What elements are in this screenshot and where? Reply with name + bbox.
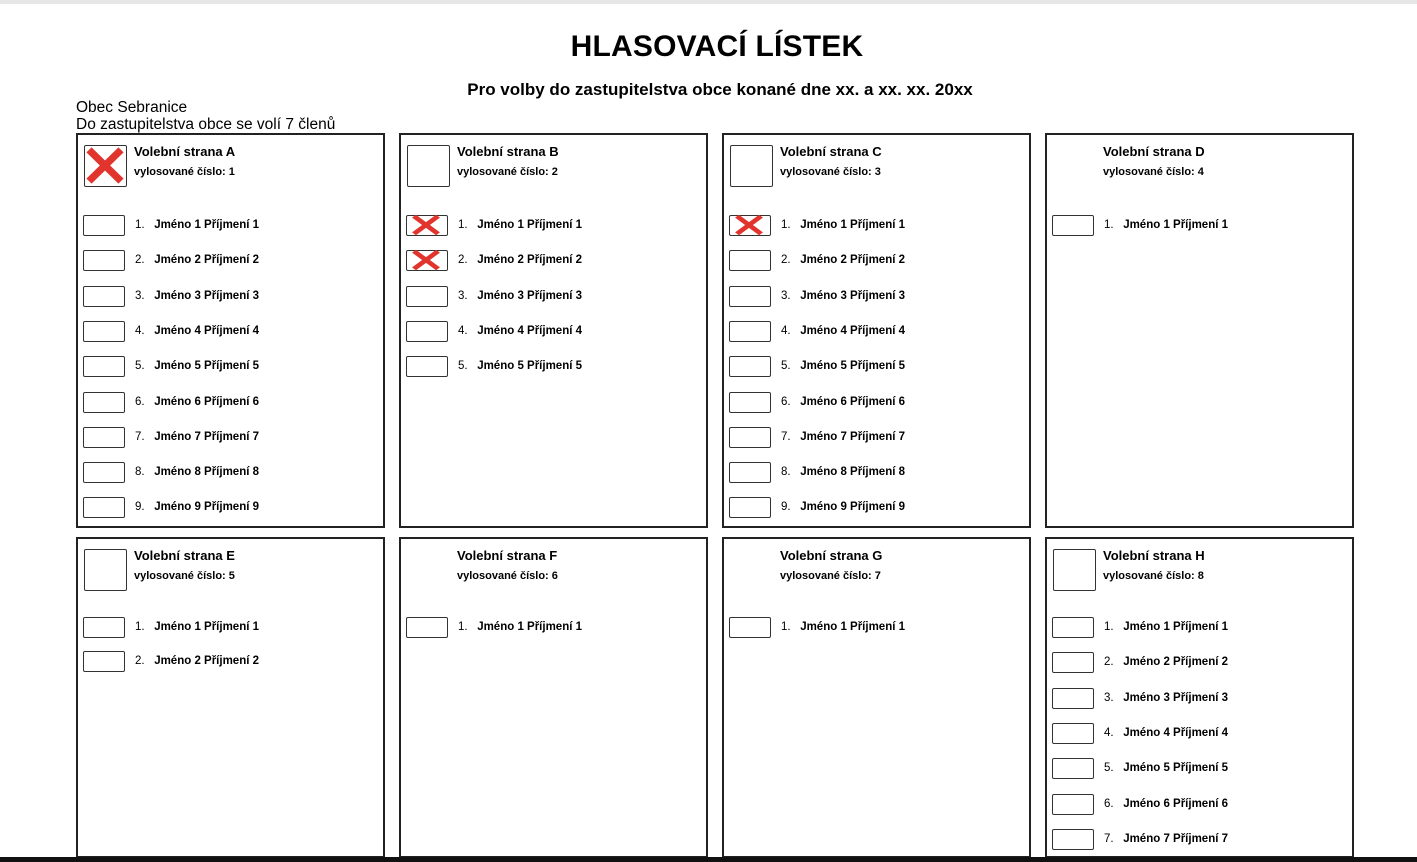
candidate-name: Jméno 6 Příjmení 6	[1123, 797, 1229, 810]
candidate-name: Jméno 5 Příjmení 5	[477, 360, 583, 373]
candidate-number: 6.	[135, 395, 145, 408]
candidate-checkbox[interactable]	[83, 427, 125, 448]
candidate-label	[458, 290, 582, 302]
bottom-border	[0, 857, 1417, 862]
candidate-label	[135, 290, 259, 302]
party-checkbox[interactable]	[407, 145, 450, 187]
candidate-number: 2.	[1104, 656, 1114, 669]
candidate-row[interactable]	[83, 250, 373, 272]
candidate-number: 4.	[781, 324, 791, 337]
party-drawn-number: vylosované číslo: 6	[457, 570, 558, 582]
candidate-number: 6.	[1104, 797, 1114, 810]
candidate-row[interactable]	[729, 392, 1019, 414]
candidate-name: Jméno 3 Příjmení 3	[154, 289, 260, 302]
party-panel-a	[76, 133, 385, 528]
candidate-name: Jméno 4 Příjmení 4	[477, 324, 583, 337]
party-name: Volební strana G	[780, 548, 883, 563]
candidate-row[interactable]	[83, 356, 373, 378]
candidate-checkbox[interactable]	[83, 497, 125, 518]
party-checkbox[interactable]	[1053, 549, 1096, 591]
party-drawn-number: vylosované číslo: 8	[1103, 570, 1204, 582]
candidate-label	[135, 254, 259, 266]
candidate-checkbox[interactable]	[729, 462, 771, 483]
candidate-label	[135, 501, 259, 513]
candidate-number: 8.	[135, 466, 145, 479]
candidate-row[interactable]	[406, 321, 696, 343]
candidate-row[interactable]	[83, 286, 373, 308]
candidate-row[interactable]	[729, 617, 1019, 639]
candidate-label	[781, 396, 905, 408]
candidate-row[interactable]	[83, 497, 373, 519]
candidate-checkbox[interactable]	[83, 215, 125, 236]
candidate-name: Jméno 4 Příjmení 4	[154, 324, 260, 337]
candidate-row[interactable]	[83, 321, 373, 343]
candidate-number: 1.	[781, 219, 791, 231]
candidate-checkbox[interactable]	[729, 497, 771, 518]
candidate-checkbox[interactable]	[1052, 215, 1094, 236]
candidate-row[interactable]	[1052, 794, 1342, 816]
candidate-name: Jméno 9 Příjmení 9	[154, 501, 260, 514]
candidate-row[interactable]	[406, 286, 696, 308]
candidate-checkbox[interactable]	[83, 321, 125, 342]
party-name: Volební strana D	[1103, 144, 1205, 159]
candidate-name: Jméno 2 Příjmení 2	[154, 254, 260, 267]
party-panel-h	[1045, 537, 1354, 858]
party-checkbox[interactable]	[84, 549, 127, 591]
party-drawn-number: vylosované číslo: 7	[780, 570, 881, 582]
candidate-label	[781, 219, 905, 231]
candidate-row[interactable]	[729, 215, 1019, 237]
candidate-number: 8.	[781, 466, 791, 479]
candidate-checkbox[interactable]	[83, 356, 125, 377]
candidate-name: Jméno 5 Příjmení 5	[800, 360, 906, 373]
candidate-label	[135, 325, 259, 337]
candidate-number: 2.	[135, 655, 145, 667]
candidate-row[interactable]	[729, 250, 1019, 272]
candidate-row[interactable]	[1052, 652, 1342, 674]
candidate-number: 3.	[458, 289, 468, 302]
candidate-number: 1.	[1104, 219, 1114, 231]
party-name: Volební strana A	[134, 144, 236, 159]
candidate-checkbox[interactable]	[83, 286, 125, 307]
candidate-number: 7.	[1104, 832, 1114, 845]
candidate-label	[1104, 656, 1228, 668]
candidate-name: Jméno 1 Příjmení 1	[154, 219, 260, 231]
candidate-checkbox[interactable]	[406, 356, 448, 377]
candidate-name: Jméno 1 Příjmení 1	[800, 219, 906, 231]
candidate-row[interactable]	[729, 286, 1019, 308]
candidate-checkbox[interactable]	[729, 356, 771, 377]
candidate-name: Jméno 8 Příjmení 8	[800, 466, 906, 479]
candidate-name: Jméno 5 Příjmení 5	[1123, 762, 1229, 775]
candidate-label	[135, 621, 259, 633]
candidate-row[interactable]	[1052, 829, 1342, 851]
candidate-label	[135, 360, 259, 372]
candidate-checkbox[interactable]	[406, 215, 448, 236]
candidate-label	[1104, 833, 1228, 845]
candidate-row[interactable]	[83, 462, 373, 484]
candidate-label	[135, 396, 259, 408]
candidate-name: Jméno 7 Příjmení 7	[800, 430, 906, 443]
candidate-label	[781, 325, 905, 337]
candidate-name: Jméno 5 Příjmení 5	[154, 360, 260, 373]
party-name: Volební strana H	[1103, 548, 1205, 563]
candidate-number: 5.	[458, 360, 468, 373]
candidate-name: Jméno 3 Příjmení 3	[477, 289, 583, 302]
candidate-checkbox[interactable]	[729, 250, 771, 271]
candidate-label	[458, 254, 582, 266]
party-drawn-number: vylosované číslo: 5	[134, 570, 235, 582]
municipality-name: Obec Sebranice	[76, 99, 188, 116]
candidate-name: Jméno 7 Příjmení 7	[1123, 832, 1229, 845]
candidate-name: Jméno 4 Příjmení 4	[1123, 726, 1229, 739]
top-border	[0, 0, 1417, 4]
candidate-row[interactable]	[83, 617, 373, 639]
candidate-checkbox[interactable]	[406, 286, 448, 307]
candidate-checkbox[interactable]	[729, 427, 771, 448]
candidate-number: 2.	[781, 254, 791, 267]
party-panel-g	[722, 537, 1031, 858]
candidate-number: 1.	[458, 219, 468, 231]
candidate-checkbox[interactable]	[1052, 829, 1094, 850]
candidate-label	[1104, 727, 1228, 739]
party-drawn-number: vylosované číslo: 1	[134, 166, 235, 178]
candidate-checkbox[interactable]	[1052, 758, 1094, 779]
candidate-label	[781, 466, 905, 478]
candidate-number: 1.	[458, 621, 468, 633]
candidate-label	[781, 501, 905, 513]
party-panel-d	[1045, 133, 1354, 528]
candidate-checkbox[interactable]	[729, 392, 771, 413]
candidate-name: Jméno 1 Příjmení 1	[477, 219, 583, 231]
candidate-name: Jméno 2 Příjmení 2	[1123, 656, 1229, 669]
candidate-label	[781, 290, 905, 302]
candidate-label	[781, 621, 905, 633]
candidate-number: 4.	[458, 324, 468, 337]
seats-note: Do zastupitelstva obce se volí 7 členů	[76, 116, 336, 133]
candidate-name: Jméno 1 Příjmení 1	[154, 621, 260, 633]
candidate-number: 4.	[135, 324, 145, 337]
party-checkbox[interactable]	[730, 145, 773, 187]
candidate-row[interactable]	[83, 215, 373, 237]
candidate-label	[458, 325, 582, 337]
candidate-label	[135, 219, 259, 231]
candidate-name: Jméno 3 Příjmení 3	[1123, 691, 1229, 704]
candidate-number: 3.	[1104, 691, 1114, 704]
candidate-checkbox[interactable]	[406, 250, 448, 271]
candidate-name: Jméno 6 Příjmení 6	[154, 395, 260, 408]
candidate-label	[1104, 798, 1228, 810]
ballot-subtitle: Pro volby do zastupitelstva obce konané dne xx. a xx. xx. 20xx	[467, 80, 973, 99]
candidate-row[interactable]	[729, 356, 1019, 378]
candidate-name: Jméno 2 Příjmení 2	[800, 254, 906, 267]
candidate-number: 6.	[781, 395, 791, 408]
candidate-row[interactable]	[1052, 617, 1342, 639]
candidate-name: Jméno 1 Příjmení 1	[800, 621, 906, 633]
candidate-number: 9.	[781, 501, 791, 514]
candidate-name: Jméno 1 Příjmení 1	[1123, 219, 1229, 231]
candidate-number: 1.	[781, 621, 791, 633]
candidate-checkbox[interactable]	[1052, 688, 1094, 709]
candidate-row[interactable]	[1052, 688, 1342, 710]
candidate-name: Jméno 9 Příjmení 9	[800, 501, 906, 514]
candidate-number: 7.	[781, 430, 791, 443]
candidate-row[interactable]	[1052, 723, 1342, 745]
candidate-row[interactable]	[406, 356, 696, 378]
candidate-number: 2.	[135, 254, 145, 267]
candidate-row[interactable]	[729, 321, 1019, 343]
party-name: Volební strana B	[457, 144, 559, 159]
candidate-label	[1104, 219, 1228, 231]
ballot-title: HLASOVACÍ LÍSTEK	[570, 30, 864, 63]
candidate-label	[1104, 762, 1228, 774]
candidate-label	[781, 360, 905, 372]
candidate-name: Jméno 1 Příjmení 1	[477, 621, 583, 633]
candidate-checkbox[interactable]	[729, 321, 771, 342]
candidate-checkbox[interactable]	[406, 617, 448, 638]
candidate-number: 3.	[781, 289, 791, 302]
candidate-label	[135, 431, 259, 443]
party-drawn-number: vylosované číslo: 3	[780, 166, 881, 178]
candidate-number: 5.	[1104, 762, 1114, 775]
candidate-checkbox[interactable]	[729, 286, 771, 307]
candidate-name: Jméno 2 Příjmení 2	[477, 254, 583, 267]
candidate-name: Jméno 3 Příjmení 3	[800, 289, 906, 302]
candidate-checkbox[interactable]	[1052, 617, 1094, 638]
candidate-row[interactable]	[83, 392, 373, 414]
candidate-label	[781, 254, 905, 266]
candidate-label	[135, 466, 259, 478]
candidate-number: 3.	[135, 289, 145, 302]
party-panel-e	[76, 537, 385, 858]
candidate-checkbox[interactable]	[406, 321, 448, 342]
party-name: Volební strana E	[134, 548, 235, 563]
candidate-row[interactable]	[406, 215, 696, 237]
candidate-number: 1.	[1104, 621, 1114, 633]
candidate-row[interactable]	[406, 617, 696, 639]
candidate-checkbox[interactable]	[83, 617, 125, 638]
candidate-number: 4.	[1104, 726, 1114, 739]
candidate-label	[1104, 692, 1228, 704]
candidate-row[interactable]	[1052, 758, 1342, 780]
candidate-name: Jméno 4 Příjmení 4	[800, 324, 906, 337]
candidate-checkbox[interactable]	[1052, 652, 1094, 673]
party-panel-b	[399, 133, 708, 528]
candidate-checkbox[interactable]	[83, 651, 125, 672]
candidate-row[interactable]	[729, 427, 1019, 449]
party-name: Volební strana F	[457, 548, 558, 563]
candidate-row[interactable]	[83, 427, 373, 449]
candidate-label	[458, 621, 582, 633]
candidate-number: 9.	[135, 501, 145, 514]
party-drawn-number: vylosované číslo: 2	[457, 166, 558, 178]
candidate-name: Jméno 8 Příjmení 8	[154, 466, 260, 479]
candidate-label	[1104, 621, 1228, 633]
candidate-label	[781, 431, 905, 443]
candidate-checkbox[interactable]	[1052, 794, 1094, 815]
party-panel-c	[722, 133, 1031, 528]
candidate-name: Jméno 7 Příjmení 7	[154, 430, 260, 443]
candidate-name: Jméno 1 Příjmení 1	[1123, 621, 1229, 633]
candidate-row[interactable]	[1052, 215, 1342, 237]
candidate-name: Jméno 6 Příjmení 6	[800, 395, 906, 408]
candidate-number: 2.	[458, 254, 468, 267]
candidate-number: 7.	[135, 430, 145, 443]
candidate-label	[135, 655, 259, 667]
candidate-number: 1.	[135, 621, 145, 633]
candidate-row[interactable]	[729, 462, 1019, 484]
candidate-label	[458, 360, 582, 372]
candidate-row[interactable]	[406, 250, 696, 272]
party-drawn-number: vylosované číslo: 4	[1103, 166, 1204, 178]
candidate-checkbox[interactable]	[729, 617, 771, 638]
candidate-number: 5.	[781, 360, 791, 373]
candidate-row[interactable]	[83, 651, 373, 673]
party-name: Volební strana C	[780, 144, 882, 159]
candidate-checkbox[interactable]	[1052, 723, 1094, 744]
candidate-row[interactable]	[729, 497, 1019, 519]
candidate-checkbox[interactable]	[83, 392, 125, 413]
candidate-checkbox[interactable]	[729, 215, 771, 236]
candidate-checkbox[interactable]	[83, 462, 125, 483]
candidate-checkbox[interactable]	[83, 250, 125, 271]
candidate-number: 5.	[135, 360, 145, 373]
candidate-label	[458, 219, 582, 231]
candidate-name: Jméno 2 Příjmení 2	[154, 655, 260, 667]
party-panel-f	[399, 537, 708, 858]
party-checkbox[interactable]	[84, 145, 127, 187]
candidate-number: 1.	[135, 219, 145, 231]
